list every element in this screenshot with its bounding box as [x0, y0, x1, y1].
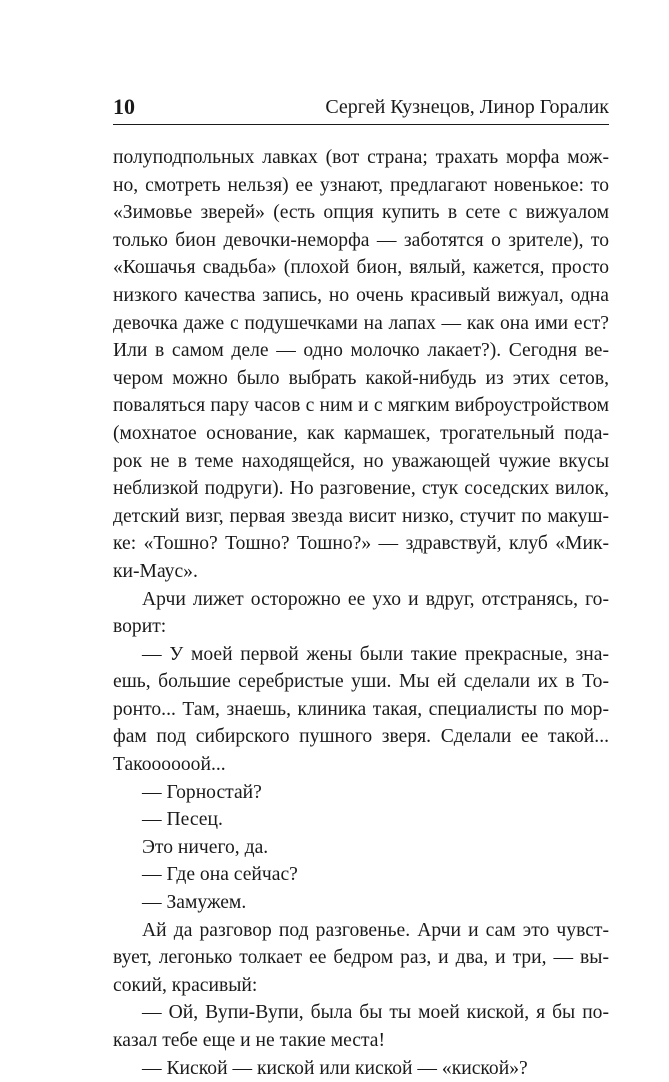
- text-line: Арчи лижет осторожно ее ухо и вдруг, отстранясь, го-: [142, 588, 609, 610]
- text-line: но, смотреть нельзя) ее узнают, предлагают новенькое: то: [113, 174, 609, 196]
- text-line: сокий, красивый:: [113, 974, 258, 996]
- text-line: полуподпольных лавках (вот страна; трахать морфа мож-: [113, 147, 609, 168]
- text-line: вует, легонько толкает ее бедром раз, и два, и три, — вы-: [113, 947, 609, 969]
- text-line: казал тебе еще и не такие места!: [113, 1030, 386, 1051]
- text-line: «Кошачья свадьба» (плохой бион, вялый, кажется, просто: [113, 257, 609, 279]
- text-line: — Песец.: [142, 809, 223, 831]
- page-number: 10: [113, 94, 135, 119]
- running-head: Сергей Кузнецов, Линор Горалик: [325, 96, 609, 118]
- text-line: поваляться пару часов с ним и с мягким виброустройством: [113, 395, 609, 417]
- text-line: — Горностай?: [142, 781, 262, 803]
- text-line: — Замужем.: [142, 892, 247, 914]
- text-line: — У моей первой жены были такие прекрасные, зна-: [142, 643, 609, 665]
- text-line: ешь, большие серебристые уши. Мы ей сделали их в То-: [113, 671, 609, 693]
- text-line: детский визг, первая звезда висит низко, стучит по макуш-: [113, 505, 609, 527]
- text-line: (мохнатое основание, как кармашек, трогательный пода-: [113, 422, 609, 444]
- page-header: [113, 94, 609, 125]
- body-text: [113, 144, 609, 1082]
- text-line: Такоооооой...: [113, 754, 226, 776]
- text-line: Ай да разговор под разговенье. Арчи и сам это чувст-: [142, 919, 609, 941]
- text-line: «Зимовье зверей» (есть опция купить в сете с вижуалом: [113, 202, 609, 224]
- text-line: низкого качества запись, но очень красивый вижуал, одна: [113, 284, 609, 306]
- text-line: рок не в теме находящейся, но уважающей чужие вкусы: [113, 450, 609, 472]
- text-line: чером можно было выбрать какой-нибудь из этих сетов,: [113, 367, 609, 389]
- text-line: Это ничего, да.: [142, 836, 269, 858]
- text-line: только бион девочки-неморфа — заботятся о зрителе), то: [113, 229, 609, 251]
- text-line: ке: «Тошно? Тошно? Тошно?» — здравствуй, клуб «Мик-: [113, 533, 609, 555]
- text-line: неблизкой подруги). Но разговение, стук соседских вилок,: [113, 478, 609, 500]
- text-line: Или в самом деле — одно молочко лакает?). Сегодня ве-: [113, 340, 609, 362]
- text-line: фам под сибирского пушного зверя. Сделали ее такой...: [113, 726, 609, 748]
- text-line: — Ой, Вупи-Вупи, была бы ты моей киской, я бы по-: [142, 1002, 609, 1024]
- text-line: ки-Маус».: [113, 560, 198, 582]
- text-line: ворит:: [113, 616, 167, 638]
- text-line: ронто... Там, знаешь, клиника такая, специалисты по мор-: [113, 698, 609, 720]
- text-line: — Где она сейчас?: [142, 864, 298, 886]
- text-line: девочка даже с подушечками на лапах — как она ими ест?: [113, 312, 609, 334]
- text-line: — Киской — киской или киской — «киской»?: [142, 1057, 528, 1079]
